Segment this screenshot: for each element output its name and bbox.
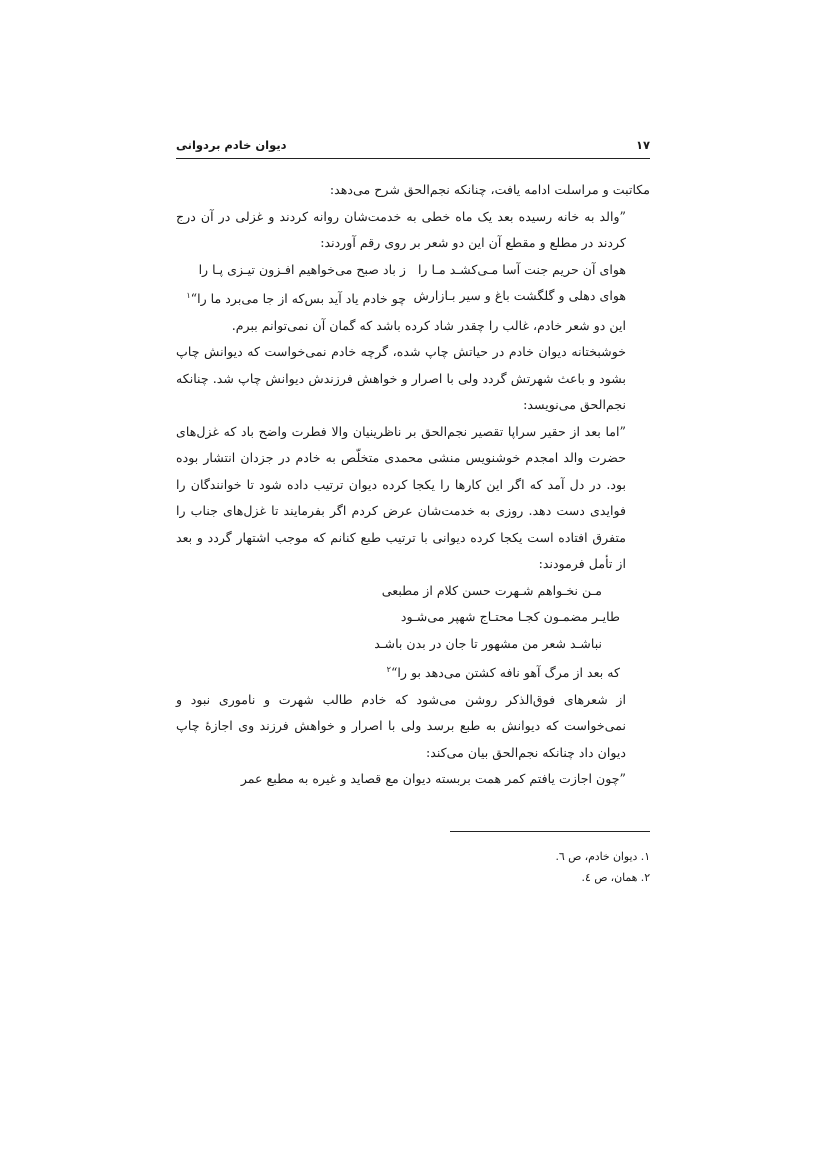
page-number: ۱۷ [635,138,650,152]
intro-paragraph: مکاتبت و مراسلت ادامه یافت، چنانکه نجم‌الحق شرح می‌دهد: [329,182,650,197]
footnote-divider [450,831,650,832]
verse-line: نباشـد شعر من مشهور تا جان در بدن باشـد [374,635,602,651]
verse-couplet [176,283,650,313]
footnote-marker: ۲ [386,665,391,675]
hemistich: هوای آن حریم جنت آسا مـی‌کشـد مـا را [417,261,626,277]
paragraph: خوشبختانه دیوان خادم در حیاتش چاپ شده، گرچه خادم نمی‌خواست که دیوانش چاپ بشود و باعث شهرتش گردد ولی با اصرار و خواهش فرزندش دیوانش چاپ شد. چنانکه نجم‌الحق می‌نویسد: [176,344,626,413]
quote-block: ”چون اجازت یافتم کمر همت بربسته دیوان مع قصاید و غیره به مطبع عمر [240,771,626,787]
verse-line: مـن نخـواهم شـهرت حسن کلام از مطبعی [381,582,602,598]
running-title: دیوان خادم بردوانی [176,138,287,152]
footnote: ۱. دیوان خادم، ص ٦. [555,849,650,863]
hemistich: هوای دهلی و گلگشت باغ و سیر بـازارش [413,288,626,303]
paragraph: از شعرهای فوق‌الذکر روشن می‌شود که خادم طالب شهرت و ناموری نبود و نمی‌خواست که دیوانش به طبع برسد ولی با اصرار و خواهش فرزند وی اجازهٔ چاپ دیوان داد چنانکه نجم‌الحق بیان می‌کند: [176,691,626,760]
quote-block: ”اما بعد از حقیر سراپا تقصیر نجم‌الحق بر ناظرینیان والا فطرت واضح باد که غزل‌های حضرت والد امجدم خوشنویس منشی محمدی متخلّص به خادم در جزدان انتشار بوده بود. در دل آمد که اگر این کارها را یکجا کرده دیوان ترتیب داده شود تا خوانندگان را فوایدی دست دهد. روزی به خدمت‌شان عرض کردم اگر بفرمایند تا غزل‌های جناب را متفرق افتاده است یکجا کرده دیوانی با ترتیب طبع کنانم که موجب اشتهار گردد و بعد از تأمل فرمودند: [176,423,626,572]
hemistich [186,283,406,313]
verse-couplet [176,257,650,284]
page-header [176,138,650,159]
footnotes [176,846,650,888]
book-page [176,138,650,888]
main-text [176,177,650,793]
verse-line [176,657,650,687]
paragraph: این دو شعر خادم، غالب را چقدر شاد کرده باشد که گمان آن نمی‌توانم ببرم. [231,317,626,333]
hemistich: ز باد صبح می‌خواهیم افـزون تیـزی پـا را [198,261,406,277]
verse-line: طایـر مضمـون کجـا محتـاج شهپر می‌شـود [400,609,620,625]
quote-block: ”والد به خانه رسیده بعد یک ماه خطی به خدمت‌شان روانه کردند و غزلی در آن درج کردند در مطلع و مقطع آن این دو شعر بر روی رقم آوردند: [176,208,626,250]
footnote: ۲. همان، ص ٤. [581,870,650,884]
hemistich-text: چو خادم یاد آید بس‌که از جا می‌برد ما را“ [190,291,406,307]
footnote-marker: ۱ [186,291,191,300]
verse-text: که بعد از مرگ آهو نافه کشتن می‌دهد بو را“ [390,665,620,681]
